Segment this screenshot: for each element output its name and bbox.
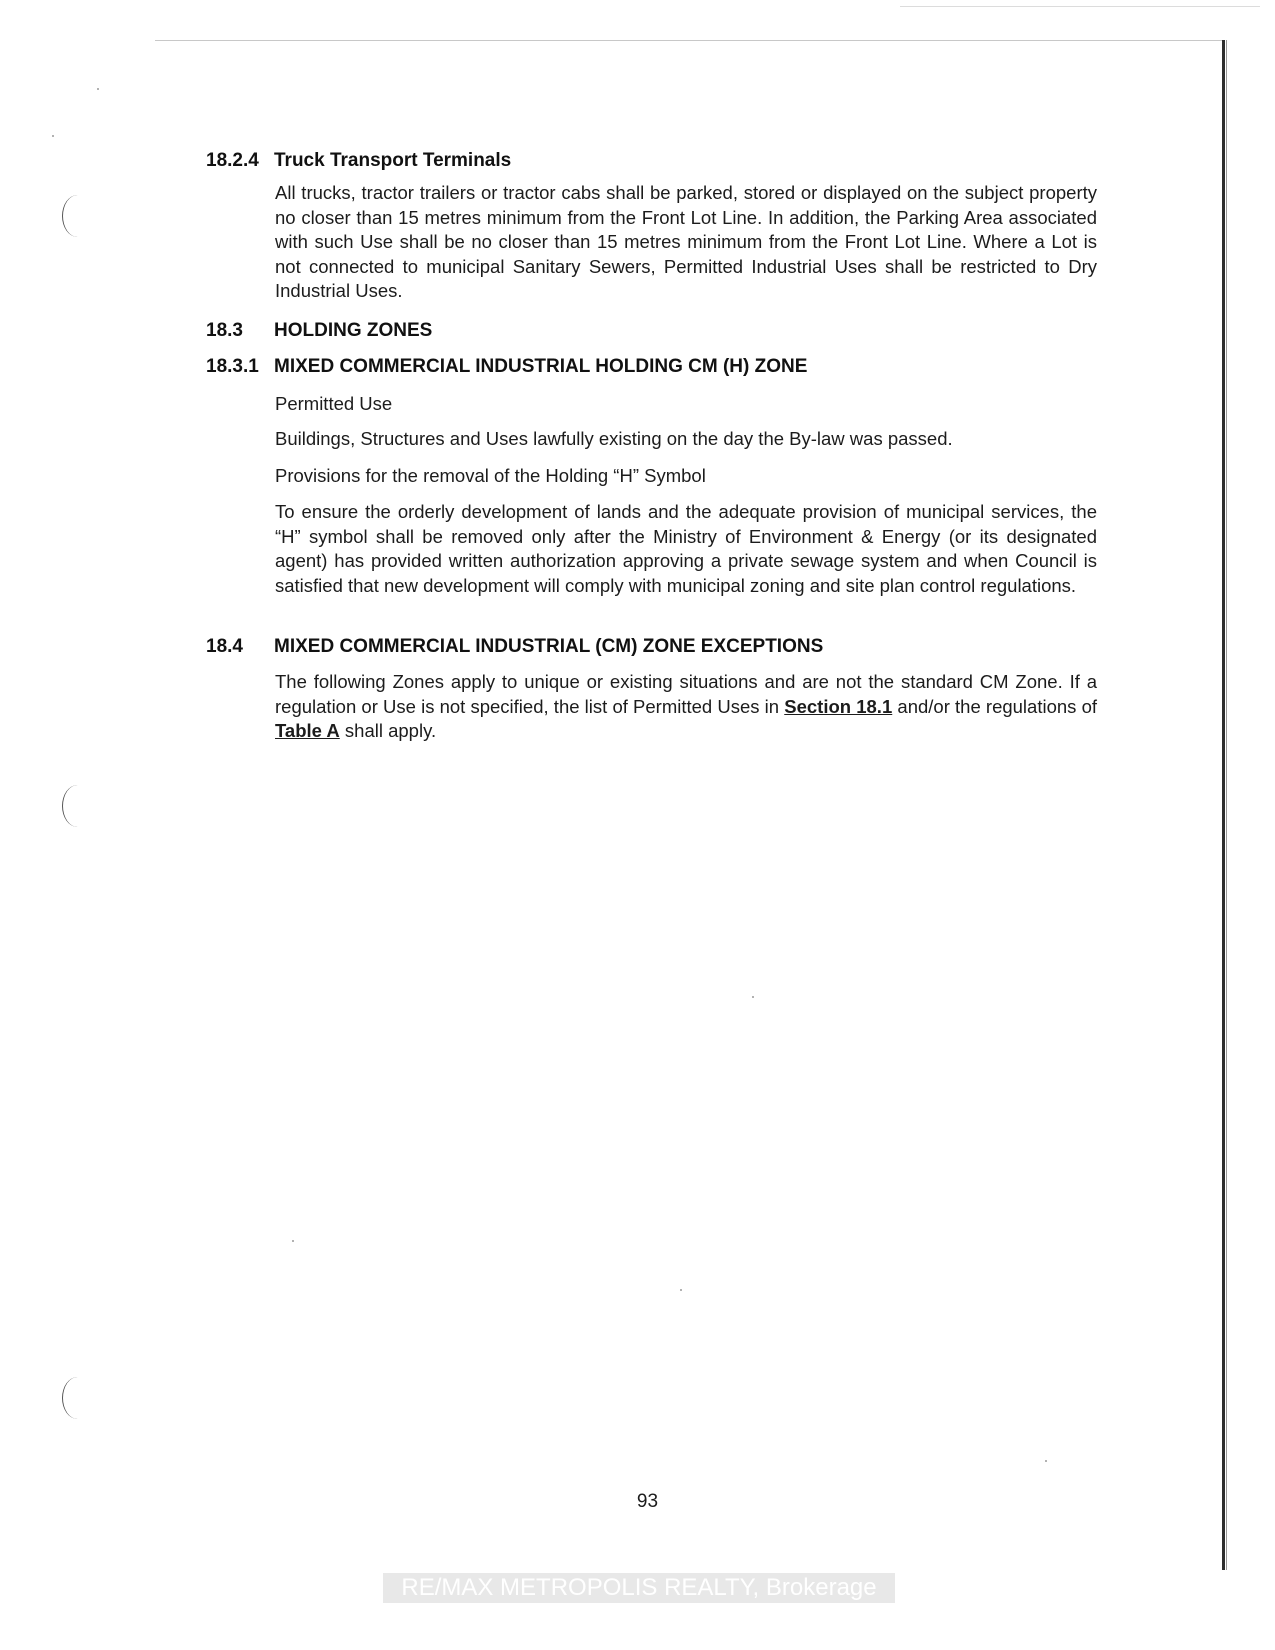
section-number: 18.4 [206, 636, 243, 657]
brokerage-watermark: RE/MAX METROPOLIS REALTY, Brokerage [383, 1573, 895, 1603]
exceptions-text-part: shall apply. [339, 720, 437, 741]
section-title: MIXED COMMERCIAL INDUSTRIAL HOLDING CM (H) ZONE [274, 356, 808, 377]
exceptions-text-part: and/or the regulations of [892, 695, 1097, 717]
provisions-text: To ensure the orderly development of lands and the adequate provision of municipal services, the “H” symbol shall be removed only after the Ministry of Environment & Energy (or its designated agent) has provided written authorization approving a private sewage system and when Council is satisfied that new development will comply with municipal zoning and site plan control regulations. [275, 501, 1097, 596]
section-number: 18.3.1 [206, 356, 259, 377]
section-body: All trucks, tractor trailers or tractor cabs shall be parked, stored or displayed on the subject property no closer than 15 metres minimum from the Front Lot Line. In addition, the Parking Area associated with such Use shall be no closer than 15 metres minimum from the Front Lot Line. Where a Lot is not connected to municipal Sanitary Sewers, Permitted Industrial Uses shall be restricted to Dry Industrial Uses. [275, 182, 1097, 301]
scan-top-border-faint [900, 6, 1260, 7]
scan-speck [52, 135, 54, 137]
permitted-use-label: Permitted Use [275, 393, 393, 414]
scan-speck [752, 996, 754, 998]
scan-speck [97, 88, 99, 90]
scan-right-edge [1222, 40, 1225, 1570]
section-title: Truck Transport Terminals [274, 150, 512, 171]
binder-hole-mark [62, 785, 93, 827]
section-number: 18.3 [206, 320, 243, 341]
section-title: HOLDING ZONES [274, 320, 433, 341]
section-18-1-reference: Section 18.1 [784, 695, 893, 717]
section-number: 18.2.4 [206, 150, 259, 171]
scan-speck [680, 1289, 682, 1291]
binder-hole-mark [62, 195, 93, 237]
scan-top-border [155, 40, 1225, 41]
exceptions-text-part: The following Zones apply to unique or existing situations and are not the standard CM Zone. If a regulation or Use is not specified, the list of Permitted Uses in [275, 671, 1097, 717]
scan-right-edge-shadow [1226, 40, 1227, 1570]
scan-speck [1045, 1460, 1047, 1462]
table-a-reference: Table A [275, 720, 340, 741]
section-title: MIXED COMMERCIAL INDUSTRIAL (CM) ZONE EXCEPTIONS [274, 636, 824, 657]
binder-hole-mark [62, 1377, 93, 1419]
permitted-use-text: Buildings, Structures and Uses lawfully existing on the day the By-law was passed. [275, 428, 953, 449]
page-number: 93 [636, 1491, 659, 1512]
scan-speck [292, 1240, 294, 1242]
provisions-label: Provisions for the removal of the Holding “H” Symbol [275, 465, 706, 486]
exceptions-body [275, 670, 1097, 744]
